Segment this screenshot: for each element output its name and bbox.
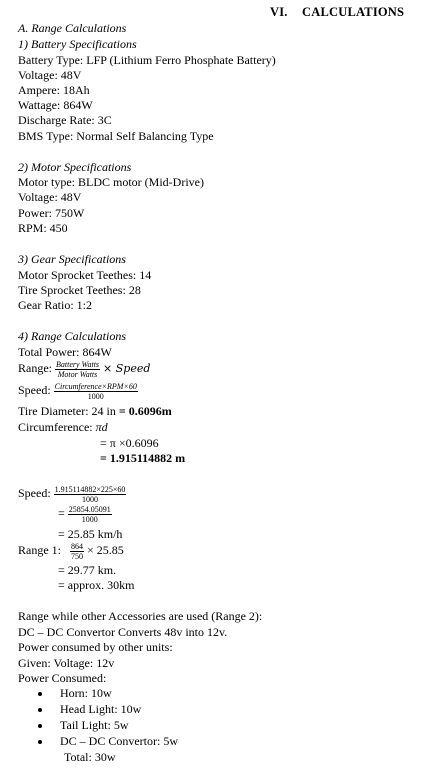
speed-fraction — [54, 382, 138, 401]
section-number: VI. — [270, 5, 288, 19]
section-title: CALCULATIONS — [302, 5, 405, 19]
range-label: Range: — [18, 361, 52, 375]
circumference-result: = 1.915114882 m — [100, 451, 186, 465]
speed3-denominator: 1000 — [81, 514, 98, 524]
accessories-line: Given: Voltage: 12v — [18, 656, 115, 670]
tire-diameter-value: = 0.6096m — [118, 404, 172, 418]
total-power-consumed: Total: 30w — [64, 750, 116, 764]
speed-formula — [18, 381, 138, 401]
motor-line: Voltage: 48V — [18, 190, 82, 204]
gear-line: Gear Ratio: 1:2 — [18, 298, 92, 312]
gear-heading: 3) Gear Specifications — [18, 252, 126, 266]
accessories-line: DC – DC Convertor Converts 48v into 12v. — [18, 625, 228, 639]
bullet-icon — [38, 724, 42, 728]
circumference-formula: πd — [95, 420, 108, 434]
battery-line: Discharge Rate: 3C — [18, 113, 112, 127]
circumference-step: = π ×0.6096 — [100, 436, 159, 450]
battery-line: Voltage: 48V — [18, 68, 82, 82]
list-item: Tail Light: 5w — [60, 718, 129, 732]
speed-substitution — [18, 484, 126, 504]
speed-result: = 25.85 km/h — [58, 527, 123, 541]
gear-line: Motor Sprocket Teethes: 14 — [18, 268, 152, 282]
battery-line: Battery Type: LFP (Lithium Ferro Phosphate Battery) — [18, 53, 276, 67]
range1-times: × 25.85 — [87, 543, 124, 557]
accessories-line: Power consumed by other units: — [18, 640, 173, 654]
list-item: DC – DC Convertor: 5w — [60, 734, 178, 748]
speed2-label: Speed: — [18, 486, 51, 500]
tire-diameter-label: Tire Diameter: 24 in — [18, 404, 116, 418]
range-denominator: Motor Watts — [57, 369, 98, 379]
range1-label: Range 1: — [18, 543, 61, 557]
motor-heading: 2) Motor Specifications — [18, 160, 132, 174]
total-power: Total Power: 864W — [18, 345, 112, 359]
battery-line: BMS Type: Normal Self Balancing Type — [18, 129, 214, 143]
motor-line: Power: 750W — [18, 206, 85, 220]
speed-numerator: Circumference×RPM×60 — [54, 381, 137, 391]
range1-result: = 29.77 km. — [58, 563, 117, 577]
battery-line: Ampere: 18Ah — [18, 83, 90, 97]
list-item: Head Light: 10w — [60, 702, 142, 716]
bullet-icon — [38, 740, 42, 744]
speed3-numerator: 25854.05091 — [68, 504, 111, 514]
range1-formula — [18, 541, 124, 561]
range-heading: 4) Range Calculations — [18, 329, 126, 343]
range-times-speed: × Speed — [103, 362, 151, 375]
speed2-numerator: 1.915114882×225×60 — [54, 484, 126, 494]
subsection-heading: A. Range Calculations — [18, 21, 127, 35]
battery-heading: 1) Battery Specifications — [18, 37, 137, 51]
battery-line: Wattage: 864W — [18, 98, 93, 112]
motor-line: RPM: 450 — [18, 221, 68, 235]
list-item: Horn: 10w — [60, 686, 112, 700]
speed-simplified: = $\frac{25854.05091}{1000}$ — [58, 504, 111, 524]
tire-diameter — [18, 404, 172, 418]
gear-line: Tire Sprocket Teethes: 28 — [18, 283, 141, 297]
circumference — [18, 420, 108, 434]
range-formula — [18, 359, 150, 379]
motor-line: Motor type: BLDC motor (Mid-Drive) — [18, 175, 204, 189]
speed3-fraction — [68, 505, 112, 524]
bullet-icon — [38, 708, 42, 712]
accessories-line: Power Consumed: — [18, 671, 107, 685]
bullet-icon — [38, 692, 42, 696]
speed2-denominator: 1000 — [82, 494, 99, 504]
speed-denominator: 1000 — [87, 391, 104, 401]
range1-fraction — [70, 542, 84, 561]
speed-label: Speed: — [18, 383, 51, 397]
range-fraction — [55, 360, 100, 379]
range1-numerator: 864 — [71, 541, 83, 551]
range1-approx: = approx. 30km — [58, 578, 135, 592]
accessories-line: Range while other Accessories are used (Range 2): — [18, 609, 263, 623]
speed2-fraction — [54, 485, 127, 504]
circumference-label: Circumference: — [18, 420, 93, 434]
range1-denominator: 750 — [71, 551, 83, 561]
range-numerator: Battery Watts — [56, 359, 100, 369]
